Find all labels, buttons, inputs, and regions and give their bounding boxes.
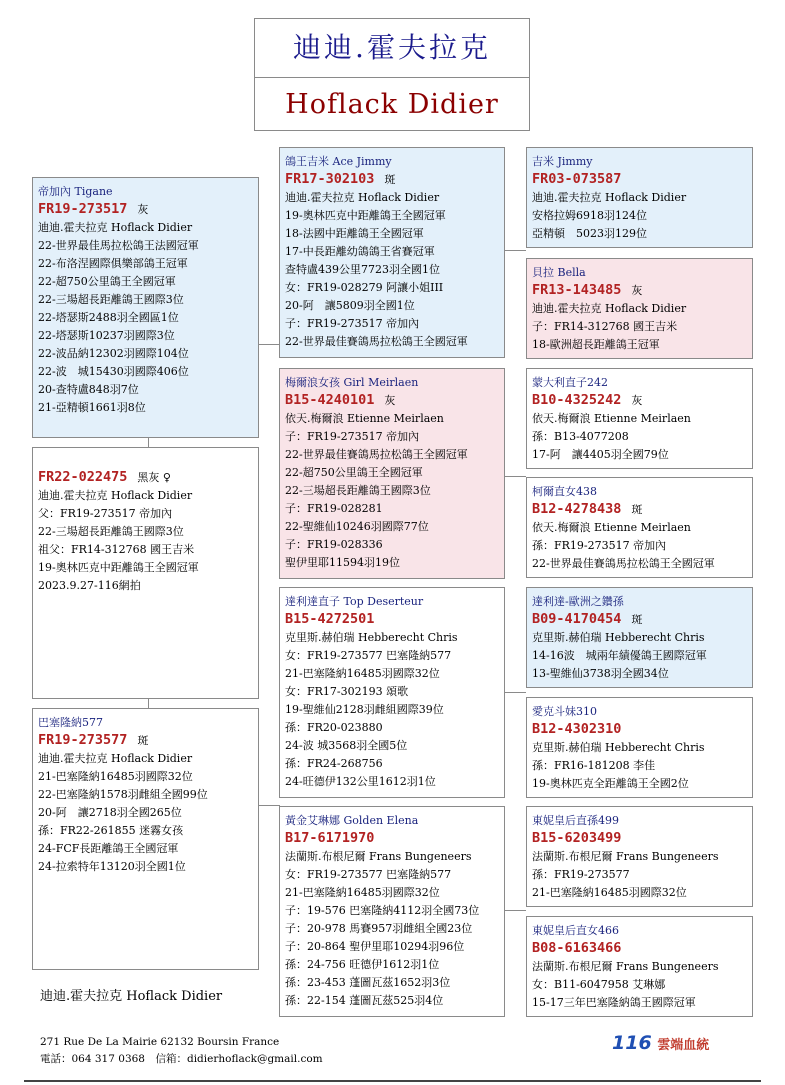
connector [258,344,280,345]
owner-name: 迪迪.霍夫拉克 Hoflack Didier [40,989,223,1004]
pigeon-details: 依天.梅爾浪 Etienne Meirlaen 孫：B13-4077208 17-阿 讓4405羽全國79位 [532,412,691,461]
pigeon-details: 克里斯.赫伯瑞 Hebberecht Chris 女：FR19-273577 巴塞隆納577 21-巴塞隆納16485羽國際32位 女：FR17-302193 頌歌 19-聖維仙2128羽雌組國際39位 孫：FR20-023880 24-波 城3568羽全國5位 孫：FR24-268756 24-旺德伊132公里1612羽1位 [285,631,458,788]
pigeon-color: 斑 [384,173,396,186]
ring-number: B15-4272501 [285,611,375,627]
pigeon-name: 貝拉 Bella [532,266,586,279]
connector [258,805,280,806]
ring-number: FR13-143485 [532,282,622,298]
pigeon-details: 迪迪.霍夫拉克 Hoflack Didier 19-奧林匹克中距離鴿王全國冠軍 18-法國中距離鴿王全國冠軍 17-中長距離幼鴿鴿王省賽冠軍 查特盧439公里7723羽全國1位 女：FR19-028279 阿讓小姐III 20-阿 讓5809羽全國1位 子：FR19-273517 帝加內 22-世界最佳賽鴿馬拉松鴿王全國冠軍 [285,191,468,348]
ring-number: B15-4240101 [285,392,375,408]
pedigree-box-dss [526,587,753,688]
connector [504,250,526,251]
pedigree-box-sds [526,368,753,469]
pigeon-name: 梅爾浪女孩 Girl Meirlaen [285,376,419,389]
ring-number: B10-4325242 [532,392,622,408]
pigeon-color: 黑灰 ♀ [137,471,171,484]
pigeon-name: 鴿王吉米 Ace Jimmy [285,155,392,168]
title-english: Hoflack Didier [285,89,499,120]
phone-email: 電話：064 317 0368 信箱：didierhoflack@gmail.com [40,1053,323,1065]
pedigree-box-sire [32,177,259,438]
connector [504,476,526,477]
pigeon-name: 達利達-歐洲之鑽孫 [532,595,624,608]
pigeon-color: 斑 [137,734,149,747]
contact-info [40,1034,323,1068]
ring-number: B17-6171970 [285,830,375,846]
pedigree-box-ddd [526,916,753,1017]
ring-number: B08-6163466 [532,940,622,956]
pigeon-details: 迪迪.霍夫拉克 Hoflack Didier 子：FR14-312768 國王吉米 18-歐洲超長距離鴿王冠軍 [532,302,687,351]
pedigree-box-dam-sire [279,587,505,798]
ring-number: FR19-273577 [38,732,128,748]
pigeon-name: 東妮皇后直女466 [532,924,619,937]
pigeon-name: 蒙大利直子242 [532,376,608,389]
ring-number: FR22-022475 [38,469,128,485]
ring-number: B12-4302310 [532,721,622,737]
pigeon-details: 迪迪.霍夫拉克 Hoflack Didier 安格拉姆6918羽124位 亞精頓 5023羽129位 [532,191,687,240]
pedigree-box-sire-sire [279,147,505,358]
pigeon-details: 迪迪.霍夫拉克 Hoflack Didier 21-巴塞隆納16485羽國際32位 22-巴塞隆納1578羽雌組全國99位 20-阿 讓2718羽全國265位 孫：FR22-261855 迷霧女孩 24-FCF長距離鴿王全國冠軍 24-拉索特年13120羽全國1位 [38,752,208,873]
pigeon-name: 達利達直子 Top Deserteur [285,595,424,608]
pedigree-box-dds [526,806,753,907]
pigeon-details: 克里斯.赫伯瑞 Hebberecht Chris 14-16波 城兩年績優鴿王國際冠軍 13-聖維仙3738羽全國34位 [532,631,707,680]
pigeon-color: 灰 [137,203,149,216]
pigeon-name: 愛克斗妹310 [532,705,597,718]
pedigree-box-sss [526,147,753,248]
pigeon-name: 東妮皇后直孫499 [532,814,619,827]
connector [504,910,526,911]
logo-number: 116 [612,1032,652,1054]
pigeon-name: 巴塞隆納577 [38,716,103,729]
pigeon-name: 吉米 Jimmy [532,155,593,168]
logo-text: 雲端血統 [657,1038,710,1053]
pigeon-details: 迪迪.霍夫拉克 Hoflack Didier 22-世界最佳馬拉松鴿王法國冠軍 22-布洛涅國際俱樂部鴿王冠軍 22-超750公里鴿王全國冠軍 22-三場超長距離鴿王國際3位 22-塔瑟斯2488羽全國區1位 22-塔瑟斯10237羽國際3位 22-波品納12302羽國際104位 22-波 城15430羽國際406位 20-查特盧848羽7位 21-亞精頓1661羽8位 [38,221,199,414]
pigeon-details: 依天.梅爾浪 Etienne Meirlaen 孫：FR19-273517 帝加內 22-世界最佳賽鴿馬拉松鴿王全國冠軍 [532,521,715,570]
pigeon-color: 斑 [631,503,643,516]
address: 271 Rue De La Mairie 62132 Boursin France [40,1036,280,1048]
pedigree-box-dam [32,708,259,970]
ring-number: FR17-302103 [285,171,375,187]
pigeon-name: 帝加內 Tigane [38,185,113,198]
ring-number: B15-6203499 [532,830,622,846]
ring-number: B12-4278438 [532,501,622,517]
pigeon-name: 黃金艾琳娜 Golden Elena [285,814,419,827]
connector [148,698,149,708]
title-chinese: 迪迪.霍夫拉克 [255,19,529,78]
footer-divider [24,1080,761,1082]
title-box [254,18,530,131]
pedigree-box-sire-dam [279,368,505,579]
ring-number: FR03-073587 [532,171,622,187]
pigeon-details: 依天.梅爾浪 Etienne Meirlaen 子：FR19-273517 帝加內 22-世界最佳賽鴿馬拉松鴿王全國冠軍 22-超750公里鴿王全國冠軍 22-三場超長距離鴿王國際3位 子：FR19-028281 22-聖維仙10246羽國際77位 子：FR19-028336 聖伊里耶11594羽19位 [285,412,468,569]
pigeon-details: 法蘭斯.布根尼爾 Frans Bungeneers 女：FR19-273577 巴塞隆納577 21-巴塞隆納16485羽國際32位 子：19-576 巴塞隆納4112羽全國73位 子：20-978 馬賽957羽雌組全國23位 子：20-864 聖伊里耶10294羽96位 孫：24-756 旺德伊1612羽1位 孫：23-453 蓬圖瓦茲1652羽3位 孫：22-154 蓬圖瓦茲525羽4位 [285,850,480,1007]
pigeon-color: 灰 [631,284,643,297]
pigeon-details: 法蘭斯.布根尼爾 Frans Bungeneers 女：B11-6047958 艾琳娜 15-17三年巴塞隆納鴿王國際冠軍 [532,960,719,1009]
pigeon-name: 柯爾直女438 [532,485,597,498]
pedigree-box-dsd [526,697,753,798]
pigeon-color: 灰 [631,394,643,407]
pigeon-details: 克里斯.赫伯瑞 Hebberecht Chris 孫：FR16-181208 李佳 19-奧林匹克全距離鴿王全國2位 [532,741,705,790]
pigeon-color: 灰 [384,394,396,407]
pedigree-box-subject [32,447,259,699]
pigeon-details: 迪迪.霍夫拉克 Hoflack Didier 父：FR19-273517 帝加內 22-三場超長距離鴿王國際3位 祖父：FR14-312768 國王吉米 19-奧林匹克中距離鴿王全國冠軍 2023.9.27-116網拍 [38,489,199,592]
pigeon-color: 斑 [631,613,643,626]
brand-logo [612,1032,709,1054]
pedigree-box-ssd [526,258,753,359]
ring-number: B09-4170454 [532,611,622,627]
ring-number: FR19-273517 [38,201,128,217]
pedigree-box-dam-dam [279,806,505,1017]
pigeon-details: 法蘭斯.布根尼爾 Frans Bungeneers 孫：FR19-273577 21-巴塞隆納16485羽國際32位 [532,850,719,899]
connector [504,692,526,693]
pedigree-box-sdd [526,477,753,578]
